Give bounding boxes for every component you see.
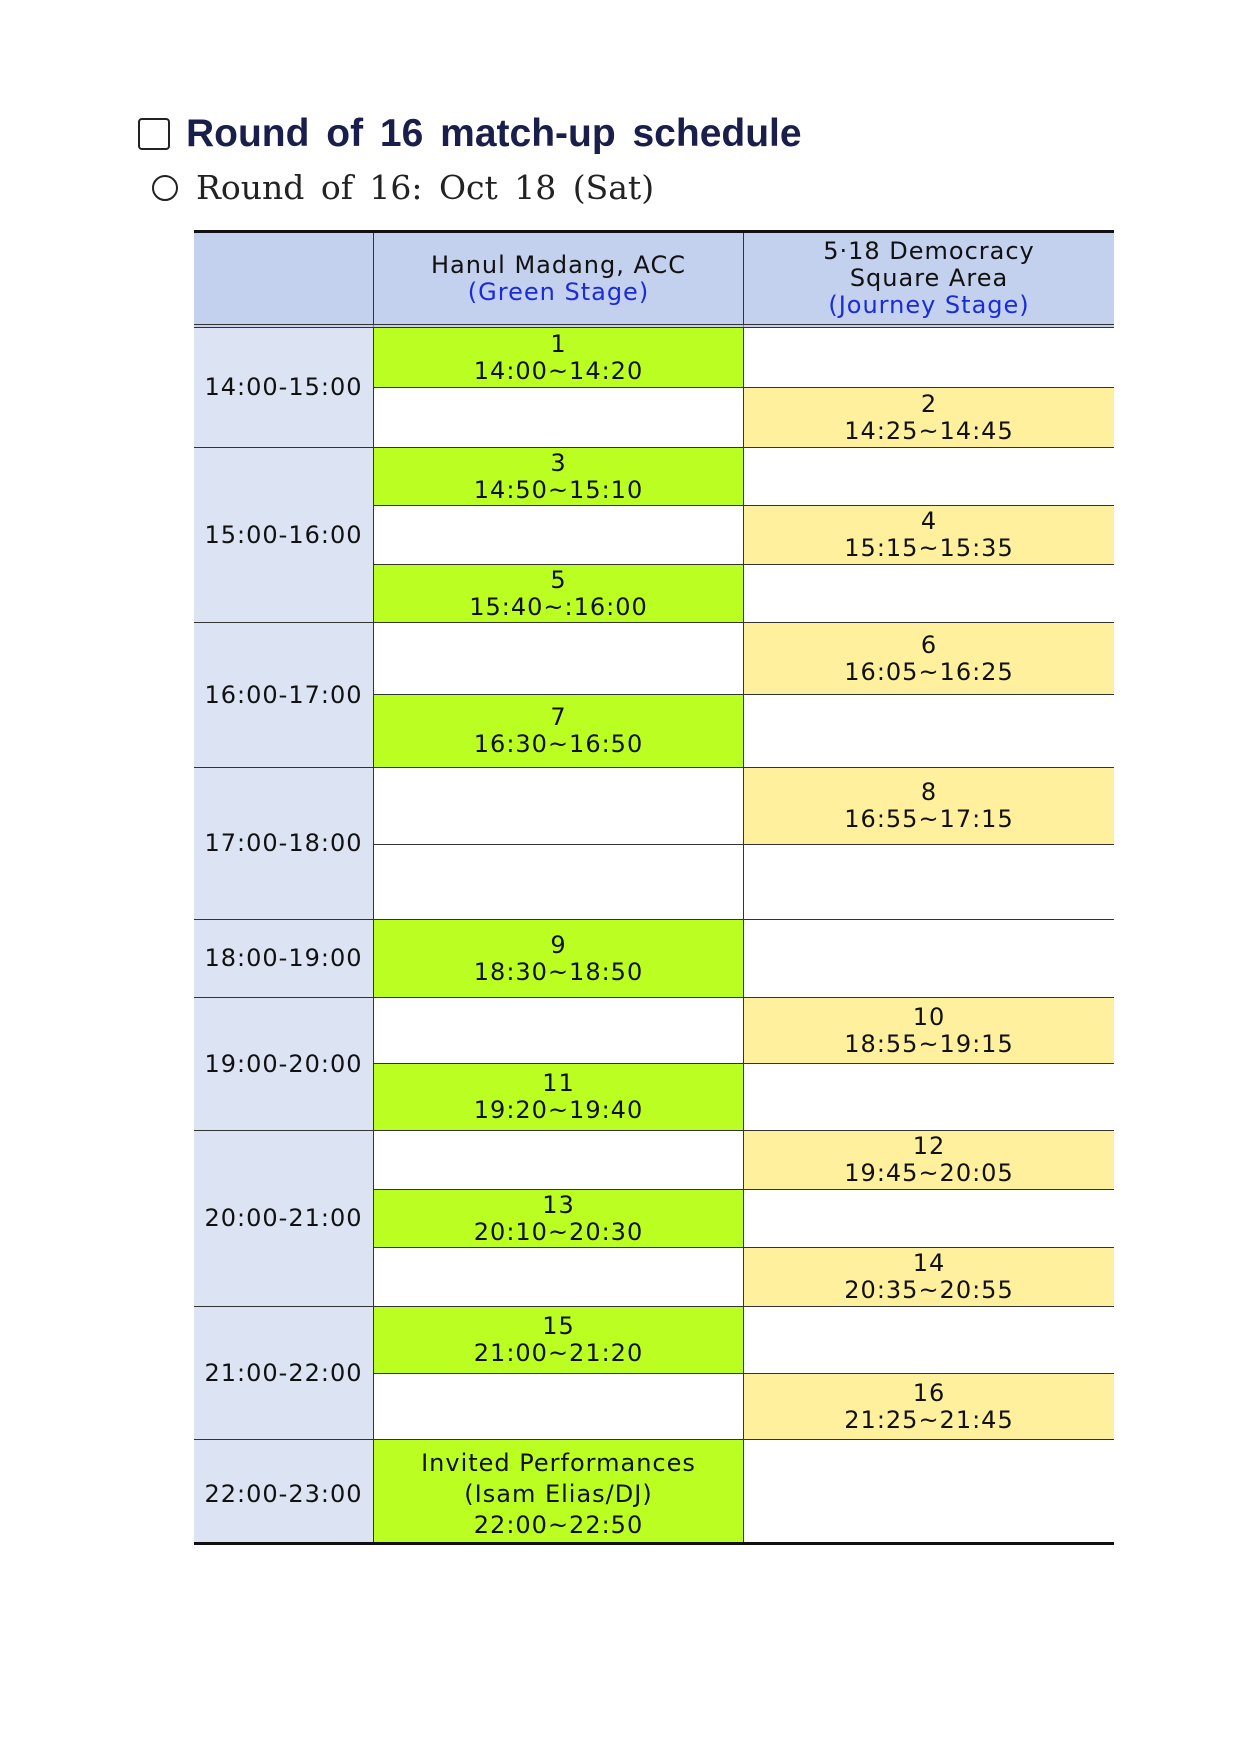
empty-slot [744,695,1114,768]
journey-stage-name-line2: Square Area [849,264,1009,292]
journey-stage-name-line1: 5·18 Democracy [823,237,1035,265]
empty-slot [744,565,1114,623]
match-slot-green [374,695,744,768]
match-number: 15 [542,1312,575,1340]
invited-time: 22:00~22:50 [473,1510,644,1539]
match-slot-green [374,1190,744,1248]
match-time: 16:55~17:15 [844,805,1014,833]
sub-heading [152,168,654,207]
empty-slot [374,1248,744,1307]
empty-slot [374,506,744,565]
invited-performer: (Isam Elias/DJ) [464,1479,653,1508]
empty-slot [374,1374,744,1440]
match-number: 6 [920,630,938,659]
green-stage-name: Hanul Madang, ACC [430,250,687,279]
match-time: 19:20~19:40 [473,1096,644,1124]
match-time: 20:10~20:30 [473,1217,644,1246]
empty-slot [744,920,1114,998]
empty-slot [744,1190,1114,1248]
empty-slot [374,388,744,448]
match-number: 4 [920,507,938,535]
time-block: 14:00-15:00 [194,328,374,448]
match-slot-journey [744,1248,1114,1307]
time-block: 18:00-19:00 [194,920,374,998]
journey-stage-label: (Journey Stage) [828,291,1030,319]
match-time: 21:00~21:20 [473,1339,644,1367]
match-slot-journey [744,768,1114,845]
match-time: 14:00~14:20 [473,356,644,385]
match-slot-green [374,448,744,506]
match-time: 19:45~20:05 [844,1159,1014,1187]
match-slot-journey [744,1374,1114,1440]
time-block: 22:00-23:00 [194,1440,374,1545]
empty-slot [744,1307,1114,1374]
match-time: 14:50~15:10 [473,475,644,504]
match-number: 8 [920,778,938,806]
match-number: 11 [542,1069,575,1097]
match-time: 18:30~18:50 [473,957,644,986]
match-number: 10 [912,1002,946,1031]
match-slot-green [374,1064,744,1131]
match-slot-journey [744,623,1114,695]
empty-slot [374,1131,744,1190]
header-green-stage [374,233,744,328]
match-number: 13 [542,1190,575,1219]
match-slot-journey [744,1131,1114,1190]
match-time: 18:55~19:15 [844,1029,1014,1058]
invited-title: Invited Performances [421,1448,696,1477]
match-number: 1 [550,329,567,358]
section-heading [138,112,802,156]
header-journey-stage [744,233,1114,328]
time-block: 15:00-16:00 [194,448,374,623]
match-slot-green [374,1307,744,1374]
empty-slot [744,845,1114,920]
match-number: 3 [550,448,567,477]
match-slot-journey [744,506,1114,565]
match-time: 21:25~21:45 [844,1405,1014,1434]
checkbox-square-icon [138,118,170,150]
match-number: 7 [550,703,567,731]
match-slot-journey [744,388,1114,448]
time-block: 21:00-22:00 [194,1307,374,1440]
match-number: 12 [912,1132,946,1160]
header-empty-cell [194,233,374,328]
match-slot-green [374,920,744,998]
match-number: 16 [912,1378,946,1407]
match-time: 14:25~14:45 [844,416,1014,445]
empty-slot [744,328,1114,388]
match-time: 16:05~16:25 [844,657,1014,686]
empty-slot [374,623,744,695]
empty-slot [374,998,744,1064]
match-slot-green [374,565,744,623]
match-number: 5 [550,565,567,594]
match-number: 2 [920,389,938,418]
empty-slot [374,768,744,845]
empty-slot [744,1440,1114,1545]
match-time: 16:30~16:50 [473,730,644,758]
empty-slot [744,1064,1114,1131]
time-block: 20:00-21:00 [194,1131,374,1307]
time-block: 19:00-20:00 [194,998,374,1131]
circle-bullet-icon [152,175,178,201]
match-slot-green [374,328,744,388]
time-block: 16:00-17:00 [194,623,374,768]
match-time: 15:15~15:35 [844,534,1014,562]
match-number: 14 [912,1249,946,1277]
heading-text: Round of 16 match-up schedule [186,112,802,155]
empty-slot [374,845,744,920]
time-block: 17:00-18:00 [194,768,374,920]
green-stage-label: (Green Stage) [467,277,650,306]
empty-slot [744,448,1114,506]
sub-heading-text: Round of 16: Oct 18 (Sat) [196,168,655,207]
invited-performance-slot [374,1440,744,1545]
match-number: 9 [550,930,567,959]
schedule-table [194,230,1114,1545]
match-time: 15:40~:16:00 [469,592,648,621]
match-time: 20:35~20:55 [844,1276,1014,1304]
match-slot-journey [744,998,1114,1064]
